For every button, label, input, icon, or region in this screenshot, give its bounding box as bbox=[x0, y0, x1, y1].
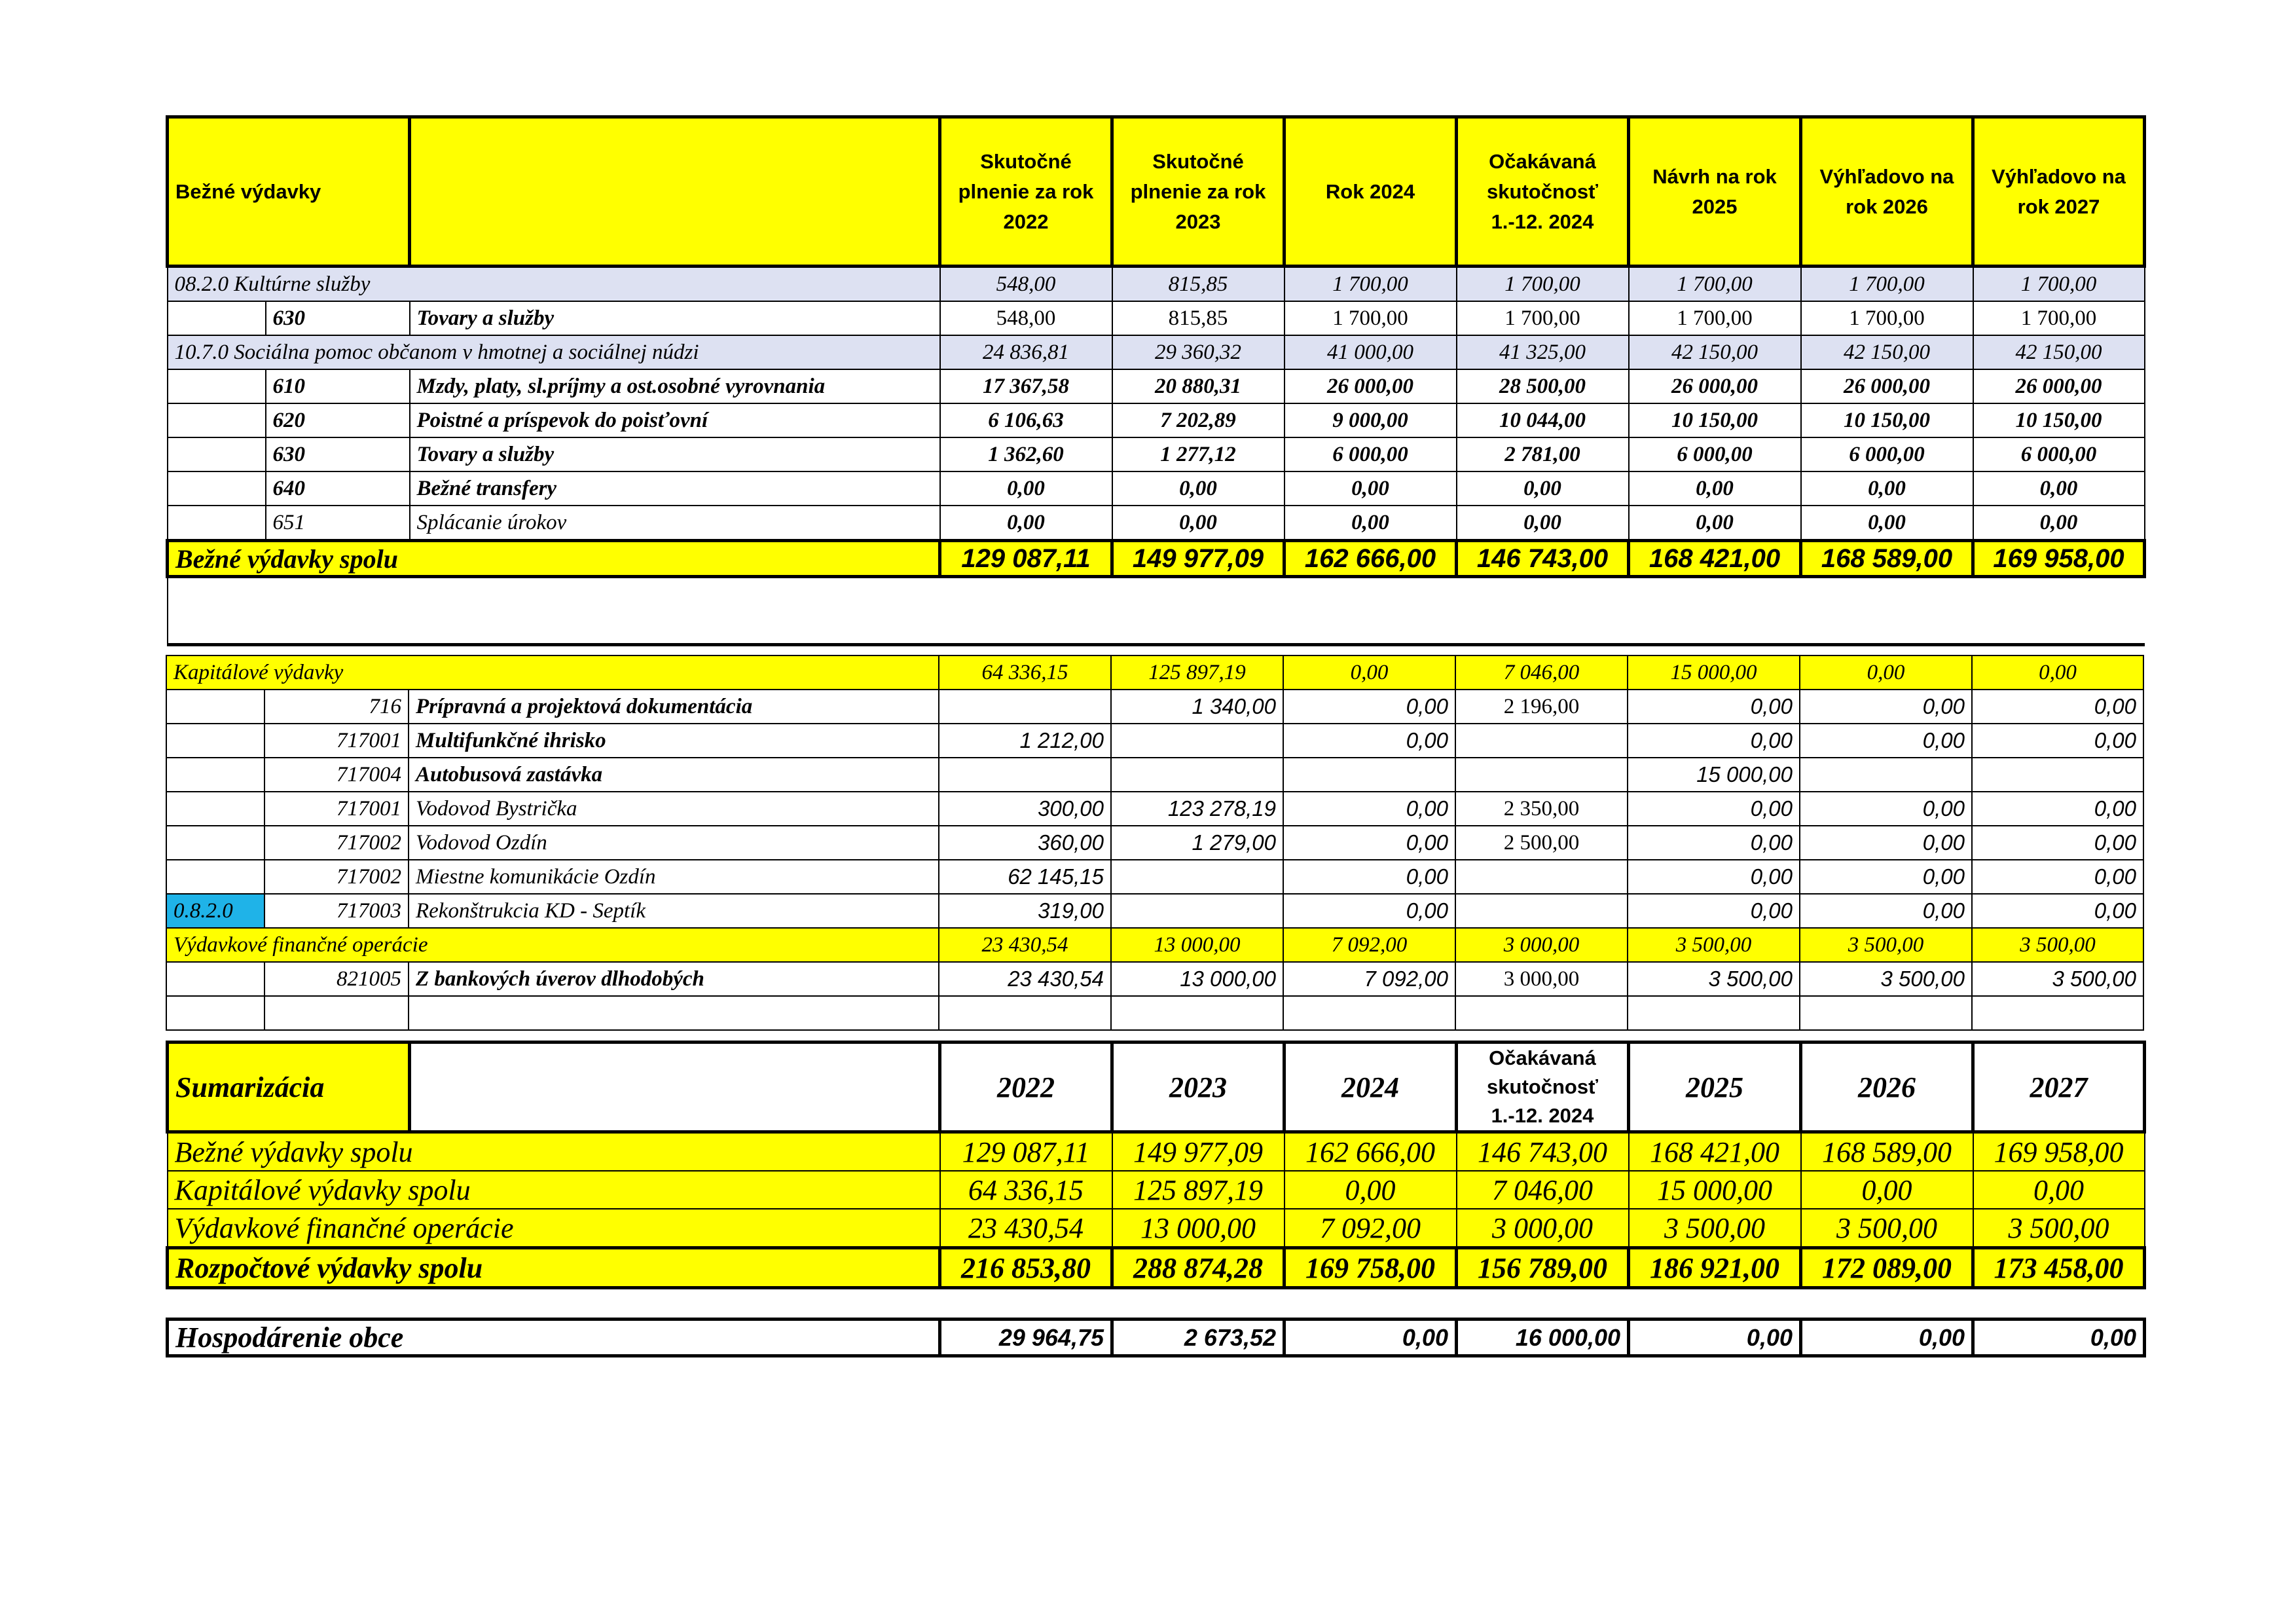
cell-value: 319,00 bbox=[939, 894, 1111, 928]
cell-value: 0,00 bbox=[1112, 506, 1285, 541]
row-blank bbox=[168, 506, 266, 541]
row-label: Rekonštrukcia KD - Septík bbox=[409, 894, 939, 928]
row-label: Kapitálové výdavky bbox=[166, 655, 939, 690]
cell-value: 1 277,12 bbox=[1112, 437, 1285, 471]
row-code: 717002 bbox=[264, 860, 409, 894]
cell-value: 26 000,00 bbox=[1285, 369, 1457, 403]
cell-value: 0,00 bbox=[1800, 792, 1972, 826]
cell-value: 129 087,11 bbox=[940, 1132, 1112, 1172]
cell-value: 10 150,00 bbox=[1973, 403, 2145, 437]
summary-table bbox=[166, 1041, 2146, 1289]
cell-value: 0,00 bbox=[1801, 1171, 1973, 1209]
cell-value: 0,00 bbox=[1283, 792, 1455, 826]
row-code: 717002 bbox=[264, 826, 409, 860]
cell-value: 0,00 bbox=[1628, 860, 1800, 894]
cell-value: 0,00 bbox=[1973, 1320, 2145, 1356]
cell-value: 29 964,75 bbox=[940, 1320, 1112, 1356]
row-label: Multifunkčné ihrisko bbox=[409, 724, 939, 758]
cell-value: 1 279,00 bbox=[1111, 826, 1283, 860]
cell-value bbox=[1111, 860, 1283, 894]
summary-title: Sumarizácia bbox=[168, 1043, 410, 1132]
col-header: Skutočné plnenie za rok 2023 bbox=[1112, 117, 1285, 267]
cell-value: 548,00 bbox=[940, 267, 1112, 302]
cell-value: 7 202,89 bbox=[1112, 403, 1285, 437]
cell-value: 0,00 bbox=[1629, 506, 1801, 541]
cell-value: 0,00 bbox=[1629, 471, 1801, 506]
cell-value: 169 958,00 bbox=[1973, 1132, 2145, 1172]
cell-value: 3 500,00 bbox=[1800, 928, 1972, 962]
cell-value: 64 336,15 bbox=[940, 1171, 1112, 1209]
current-total-row bbox=[168, 541, 2145, 577]
cell-value: 0,00 bbox=[1283, 655, 1455, 690]
cell-value: 1 362,60 bbox=[940, 437, 1112, 471]
row-blank bbox=[1283, 996, 1455, 1030]
cell-value: 169 958,00 bbox=[1973, 541, 2145, 577]
row-code: 610 bbox=[266, 369, 410, 403]
col-header: Skutočné plnenie za rok 2022 bbox=[940, 117, 1112, 267]
summary-total-row bbox=[168, 1248, 2145, 1288]
cell-value: 23 430,54 bbox=[939, 928, 1111, 962]
cell-value: 1 212,00 bbox=[939, 724, 1111, 758]
cell-value: 360,00 bbox=[939, 826, 1111, 860]
row-blank bbox=[409, 996, 939, 1030]
cell-value: 13 000,00 bbox=[1111, 928, 1283, 962]
cell-value: 0,00 bbox=[1972, 792, 2143, 826]
cell-value: 2 350,00 bbox=[1455, 792, 1628, 826]
table-row bbox=[168, 335, 2145, 369]
cell-value: 0,00 bbox=[1283, 826, 1455, 860]
spacer-cell bbox=[168, 577, 2145, 645]
empty-row bbox=[166, 996, 2143, 1030]
cell-value: 0,00 bbox=[1800, 860, 1972, 894]
cell-value bbox=[1111, 758, 1283, 792]
cell-value: 3 500,00 bbox=[1973, 1209, 2145, 1248]
cell-value: 0,00 bbox=[1628, 690, 1800, 724]
cell-value: 0,00 bbox=[1283, 690, 1455, 724]
cell-value: 0,00 bbox=[1800, 826, 1972, 860]
cell-value: 1 700,00 bbox=[1801, 267, 1973, 302]
functional-code-tag: 0.8.2.0 bbox=[166, 894, 264, 928]
cell-value: 23 430,54 bbox=[939, 962, 1111, 996]
capital-expenditure-table bbox=[166, 655, 2144, 1031]
summary-header-row bbox=[168, 1043, 2145, 1132]
table-row bbox=[166, 860, 2143, 894]
year-header: 2024 bbox=[1285, 1043, 1457, 1132]
cell-value: 0,00 bbox=[1972, 860, 2143, 894]
table-header-row bbox=[168, 117, 2145, 267]
cell-value: 0,00 bbox=[1628, 724, 1800, 758]
cell-value: 7 046,00 bbox=[1455, 655, 1628, 690]
cell-value: 2 781,00 bbox=[1457, 437, 1629, 471]
cell-value: 125 897,19 bbox=[1111, 655, 1283, 690]
row-label: Splácanie úrokov bbox=[410, 506, 940, 541]
year-header: Očakávaná skutočnosť 1.-12. 2024 bbox=[1457, 1043, 1629, 1132]
cell-value: 7 092,00 bbox=[1285, 1209, 1457, 1248]
cell-value: 0,00 bbox=[1801, 506, 1973, 541]
cell-value: 7 092,00 bbox=[1283, 962, 1455, 996]
cell-value: 149 977,09 bbox=[1112, 541, 1285, 577]
cell-value: 26 000,00 bbox=[1629, 369, 1801, 403]
cell-value: 62 145,15 bbox=[939, 860, 1111, 894]
cell-value: 0,00 bbox=[1283, 894, 1455, 928]
cell-value: 0,00 bbox=[1285, 471, 1457, 506]
cell-value: 1 700,00 bbox=[1629, 301, 1801, 335]
row-label: Kapitálové výdavky spolu bbox=[168, 1171, 940, 1209]
col-header: Očakávaná skutočnosť 1.-12. 2024 bbox=[1457, 117, 1629, 267]
row-code: 640 bbox=[266, 471, 410, 506]
cell-value: 41 000,00 bbox=[1285, 335, 1457, 369]
table-row bbox=[166, 792, 2143, 826]
cell-value: 42 150,00 bbox=[1801, 335, 1973, 369]
cell-value: 41 325,00 bbox=[1457, 335, 1629, 369]
row-code: 630 bbox=[266, 301, 410, 335]
cell-value: 26 000,00 bbox=[1973, 369, 2145, 403]
summary-row bbox=[168, 1132, 2145, 1172]
cell-value: 146 743,00 bbox=[1457, 541, 1629, 577]
cell-value: 0,00 bbox=[1973, 471, 2145, 506]
cell-value: 6 000,00 bbox=[1629, 437, 1801, 471]
cell-value: 29 360,32 bbox=[1112, 335, 1285, 369]
row-code: 717003 bbox=[264, 894, 409, 928]
row-blank bbox=[166, 724, 264, 758]
row-label: Tovary a služby bbox=[410, 437, 940, 471]
row-blank bbox=[168, 471, 266, 506]
col-header: Výhľadovo na rok 2027 bbox=[1973, 117, 2145, 267]
cell-value: 9 000,00 bbox=[1285, 403, 1457, 437]
row-code: 716 bbox=[264, 690, 409, 724]
cell-value: 1 700,00 bbox=[1629, 267, 1801, 302]
cell-value bbox=[1283, 758, 1455, 792]
cell-value: 288 874,28 bbox=[1112, 1248, 1285, 1288]
row-label: 08.2.0 Kultúrne služby bbox=[168, 267, 940, 302]
cell-value: 15 000,00 bbox=[1629, 1171, 1801, 1209]
cell-value: 129 087,11 bbox=[940, 541, 1112, 577]
cell-value: 6 000,00 bbox=[1973, 437, 2145, 471]
cell-value: 0,00 bbox=[1628, 826, 1800, 860]
row-code: 717001 bbox=[264, 724, 409, 758]
cell-value bbox=[939, 758, 1111, 792]
row-blank bbox=[168, 437, 266, 471]
row-label: Prípravná a projektová dokumentácia bbox=[409, 690, 939, 724]
cell-value: 0,00 bbox=[1800, 724, 1972, 758]
table-row bbox=[168, 301, 2145, 335]
capital-header-row bbox=[166, 655, 2143, 690]
cell-value bbox=[1972, 758, 2143, 792]
cell-value: 3 000,00 bbox=[1457, 1209, 1629, 1248]
row-label: Z bankových úverov dlhodobých bbox=[409, 962, 939, 996]
cell-value: 0,00 bbox=[1457, 506, 1629, 541]
cell-value: 162 666,00 bbox=[1285, 1132, 1457, 1172]
cell-value: 64 336,15 bbox=[939, 655, 1111, 690]
cell-value: 168 589,00 bbox=[1801, 541, 1973, 577]
row-label: Autobusová zastávka bbox=[409, 758, 939, 792]
cell-value bbox=[1800, 758, 1972, 792]
row-blank bbox=[1800, 996, 1972, 1030]
cell-value bbox=[1111, 724, 1283, 758]
col-header: Rok 2024 bbox=[1285, 117, 1457, 267]
table-row bbox=[168, 506, 2145, 541]
cell-value: 156 789,00 bbox=[1457, 1248, 1629, 1288]
row-blank bbox=[166, 690, 264, 724]
cell-value: 15 000,00 bbox=[1628, 758, 1800, 792]
row-code: 620 bbox=[266, 403, 410, 437]
cell-value: 125 897,19 bbox=[1112, 1171, 1285, 1209]
year-header: 2025 bbox=[1629, 1043, 1801, 1132]
cell-value: 6 000,00 bbox=[1285, 437, 1457, 471]
cell-value: 26 000,00 bbox=[1801, 369, 1973, 403]
header-title: Bežné výdavky bbox=[168, 117, 410, 267]
row-label: Miestne komunikácie Ozdín bbox=[409, 860, 939, 894]
row-code: 717004 bbox=[264, 758, 409, 792]
cell-value: 168 589,00 bbox=[1801, 1132, 1973, 1172]
cell-value: 815,85 bbox=[1112, 301, 1285, 335]
cell-value: 10 044,00 bbox=[1457, 403, 1629, 437]
cell-value: 13 000,00 bbox=[1112, 1209, 1285, 1248]
cell-value bbox=[1111, 894, 1283, 928]
row-blank bbox=[166, 758, 264, 792]
cell-value: 6 000,00 bbox=[1801, 437, 1973, 471]
cell-value: 42 150,00 bbox=[1629, 335, 1801, 369]
cell-value: 10 150,00 bbox=[1629, 403, 1801, 437]
row-label: Rozpočtové výdavky spolu bbox=[168, 1248, 940, 1288]
row-code: 630 bbox=[266, 437, 410, 471]
cell-value: 15 000,00 bbox=[1628, 655, 1800, 690]
cell-value: 0,00 bbox=[1283, 860, 1455, 894]
financial-header-row bbox=[166, 928, 2143, 962]
header-blank bbox=[410, 1043, 940, 1132]
row-blank bbox=[1455, 996, 1628, 1030]
row-label: Bežné výdavky spolu bbox=[168, 541, 940, 577]
cell-value: 1 700,00 bbox=[1973, 267, 2145, 302]
cell-value: 0,00 bbox=[1973, 506, 2145, 541]
cell-value: 0,00 bbox=[1800, 894, 1972, 928]
row-blank bbox=[166, 826, 264, 860]
row-blank bbox=[1111, 996, 1283, 1030]
row-label: Bežné výdavky spolu bbox=[168, 1132, 940, 1172]
cell-value: 2 500,00 bbox=[1455, 826, 1628, 860]
cell-value: 300,00 bbox=[939, 792, 1111, 826]
cell-value: 0,00 bbox=[1285, 506, 1457, 541]
cell-value: 3 500,00 bbox=[1629, 1209, 1801, 1248]
cell-value: 168 421,00 bbox=[1629, 1132, 1801, 1172]
row-blank bbox=[166, 792, 264, 826]
row-blank bbox=[168, 301, 266, 335]
cell-value: 3 000,00 bbox=[1455, 928, 1628, 962]
table-row bbox=[166, 690, 2143, 724]
cell-value: 16 000,00 bbox=[1457, 1320, 1629, 1356]
cell-value: 3 000,00 bbox=[1455, 962, 1628, 996]
cell-value: 0,00 bbox=[1972, 724, 2143, 758]
table-row bbox=[166, 724, 2143, 758]
cell-value: 172 089,00 bbox=[1801, 1248, 1973, 1288]
cell-value: 10 150,00 bbox=[1801, 403, 1973, 437]
cell-value: 216 853,80 bbox=[940, 1248, 1112, 1288]
cell-value: 20 880,31 bbox=[1112, 369, 1285, 403]
summary-row bbox=[168, 1209, 2145, 1248]
row-blank bbox=[939, 996, 1111, 1030]
row-blank bbox=[166, 860, 264, 894]
row-label: Hospodárenie obce bbox=[168, 1320, 940, 1356]
row-label: Bežné transfery bbox=[410, 471, 940, 506]
cell-value: 0,00 bbox=[1800, 655, 1972, 690]
row-code: 821005 bbox=[264, 962, 409, 996]
row-blank bbox=[168, 369, 266, 403]
cell-value: 1 700,00 bbox=[1285, 267, 1457, 302]
row-blank bbox=[264, 996, 409, 1030]
cell-value: 7 092,00 bbox=[1283, 928, 1455, 962]
cell-value: 1 700,00 bbox=[1457, 301, 1629, 335]
cell-value: 2 196,00 bbox=[1455, 690, 1628, 724]
cell-value: 7 046,00 bbox=[1457, 1171, 1629, 1209]
cell-value: 1 700,00 bbox=[1973, 301, 2145, 335]
row-blank bbox=[166, 962, 264, 996]
cell-value: 0,00 bbox=[1629, 1320, 1801, 1356]
cell-value: 0,00 bbox=[940, 471, 1112, 506]
cell-value bbox=[939, 690, 1111, 724]
row-label: Výdavkové finančné operácie bbox=[168, 1209, 940, 1248]
cell-value: 3 500,00 bbox=[1800, 962, 1972, 996]
cell-value: 149 977,09 bbox=[1112, 1132, 1285, 1172]
row-label: Poistné a príspevok do poisťovní bbox=[410, 403, 940, 437]
cell-value: 1 700,00 bbox=[1801, 301, 1973, 335]
cell-value: 0,00 bbox=[1112, 471, 1285, 506]
col-header: Návrh na rok 2025 bbox=[1629, 117, 1801, 267]
row-label: Mzdy, platy, sl.príjmy a ost.osobné vyrovnania bbox=[410, 369, 940, 403]
cell-value: 0,00 bbox=[1628, 894, 1800, 928]
cell-value: 186 921,00 bbox=[1629, 1248, 1801, 1288]
year-header: 2022 bbox=[940, 1043, 1112, 1132]
cell-value: 13 000,00 bbox=[1111, 962, 1283, 996]
cell-value: 0,00 bbox=[1972, 826, 2143, 860]
row-label: Výdavkové finančné operácie bbox=[166, 928, 939, 962]
row-blank bbox=[1628, 996, 1800, 1030]
cell-value: 168 421,00 bbox=[1629, 541, 1801, 577]
cell-value: 3 500,00 bbox=[1972, 962, 2143, 996]
cell-value: 0,00 bbox=[1628, 792, 1800, 826]
row-label: Vodovod Bystrička bbox=[409, 792, 939, 826]
cell-value: 0,00 bbox=[940, 506, 1112, 541]
cell-value: 0,00 bbox=[1457, 471, 1629, 506]
cell-value bbox=[1455, 758, 1628, 792]
cell-value: 548,00 bbox=[940, 301, 1112, 335]
cell-value bbox=[1455, 894, 1628, 928]
year-header: 2027 bbox=[1973, 1043, 2145, 1132]
cell-value: 3 500,00 bbox=[1628, 962, 1800, 996]
cell-value: 173 458,00 bbox=[1973, 1248, 2145, 1288]
header-blank bbox=[410, 117, 940, 267]
cell-value: 2 673,52 bbox=[1112, 1320, 1285, 1356]
table-row bbox=[166, 826, 2143, 860]
cell-value: 0,00 bbox=[1973, 1171, 2145, 1209]
table-row bbox=[168, 471, 2145, 506]
cell-value: 3 500,00 bbox=[1628, 928, 1800, 962]
row-code: 717001 bbox=[264, 792, 409, 826]
cell-value: 0,00 bbox=[1285, 1320, 1457, 1356]
table-row bbox=[168, 267, 2145, 302]
cell-value: 0,00 bbox=[1801, 1320, 1973, 1356]
cell-value: 0,00 bbox=[1972, 690, 2143, 724]
cell-value: 24 836,81 bbox=[940, 335, 1112, 369]
row-blank bbox=[1972, 996, 2143, 1030]
cell-value: 146 743,00 bbox=[1457, 1132, 1629, 1172]
cell-value: 28 500,00 bbox=[1457, 369, 1629, 403]
cell-value: 0,00 bbox=[1283, 724, 1455, 758]
col-header: Výhľadovo na rok 2026 bbox=[1801, 117, 1973, 267]
table-row bbox=[166, 894, 2143, 928]
cell-value: 1 700,00 bbox=[1457, 267, 1629, 302]
cell-value: 6 106,63 bbox=[940, 403, 1112, 437]
cell-value bbox=[1455, 860, 1628, 894]
table-row bbox=[166, 962, 2143, 996]
row-label: 10.7.0 Sociálna pomoc občanom v hmotnej a sociálnej núdzi bbox=[168, 335, 940, 369]
cell-value: 0,00 bbox=[1800, 690, 1972, 724]
table-row bbox=[166, 758, 2143, 792]
row-label: Tovary a služby bbox=[410, 301, 940, 335]
year-header: 2026 bbox=[1801, 1043, 1973, 1132]
economy-table bbox=[166, 1318, 2146, 1357]
cell-value: 0,00 bbox=[1285, 1171, 1457, 1209]
cell-value: 3 500,00 bbox=[1972, 928, 2143, 962]
cell-value: 1 340,00 bbox=[1111, 690, 1283, 724]
row-label: Vodovod Ozdín bbox=[409, 826, 939, 860]
row-code: 651 bbox=[266, 506, 410, 541]
cell-value: 0,00 bbox=[1801, 471, 1973, 506]
cell-value: 0,00 bbox=[1972, 655, 2143, 690]
cell-value: 3 500,00 bbox=[1801, 1209, 1973, 1248]
cell-value: 23 430,54 bbox=[940, 1209, 1112, 1248]
table-row bbox=[168, 437, 2145, 471]
cell-value: 815,85 bbox=[1112, 267, 1285, 302]
table-row bbox=[168, 369, 2145, 403]
summary-row bbox=[168, 1171, 2145, 1209]
cell-value: 1 700,00 bbox=[1285, 301, 1457, 335]
cell-value: 17 367,58 bbox=[940, 369, 1112, 403]
spacer-row bbox=[168, 577, 2145, 645]
cell-value: 123 278,19 bbox=[1111, 792, 1283, 826]
economy-row bbox=[168, 1320, 2145, 1356]
cell-value: 0,00 bbox=[1972, 894, 2143, 928]
row-blank bbox=[168, 403, 266, 437]
year-header: 2023 bbox=[1112, 1043, 1285, 1132]
cell-value bbox=[1455, 724, 1628, 758]
table-row bbox=[168, 403, 2145, 437]
row-blank bbox=[166, 996, 264, 1030]
current-expenditure-table bbox=[166, 115, 2146, 646]
cell-value: 169 758,00 bbox=[1285, 1248, 1457, 1288]
cell-value: 42 150,00 bbox=[1973, 335, 2145, 369]
cell-value: 162 666,00 bbox=[1285, 541, 1457, 577]
